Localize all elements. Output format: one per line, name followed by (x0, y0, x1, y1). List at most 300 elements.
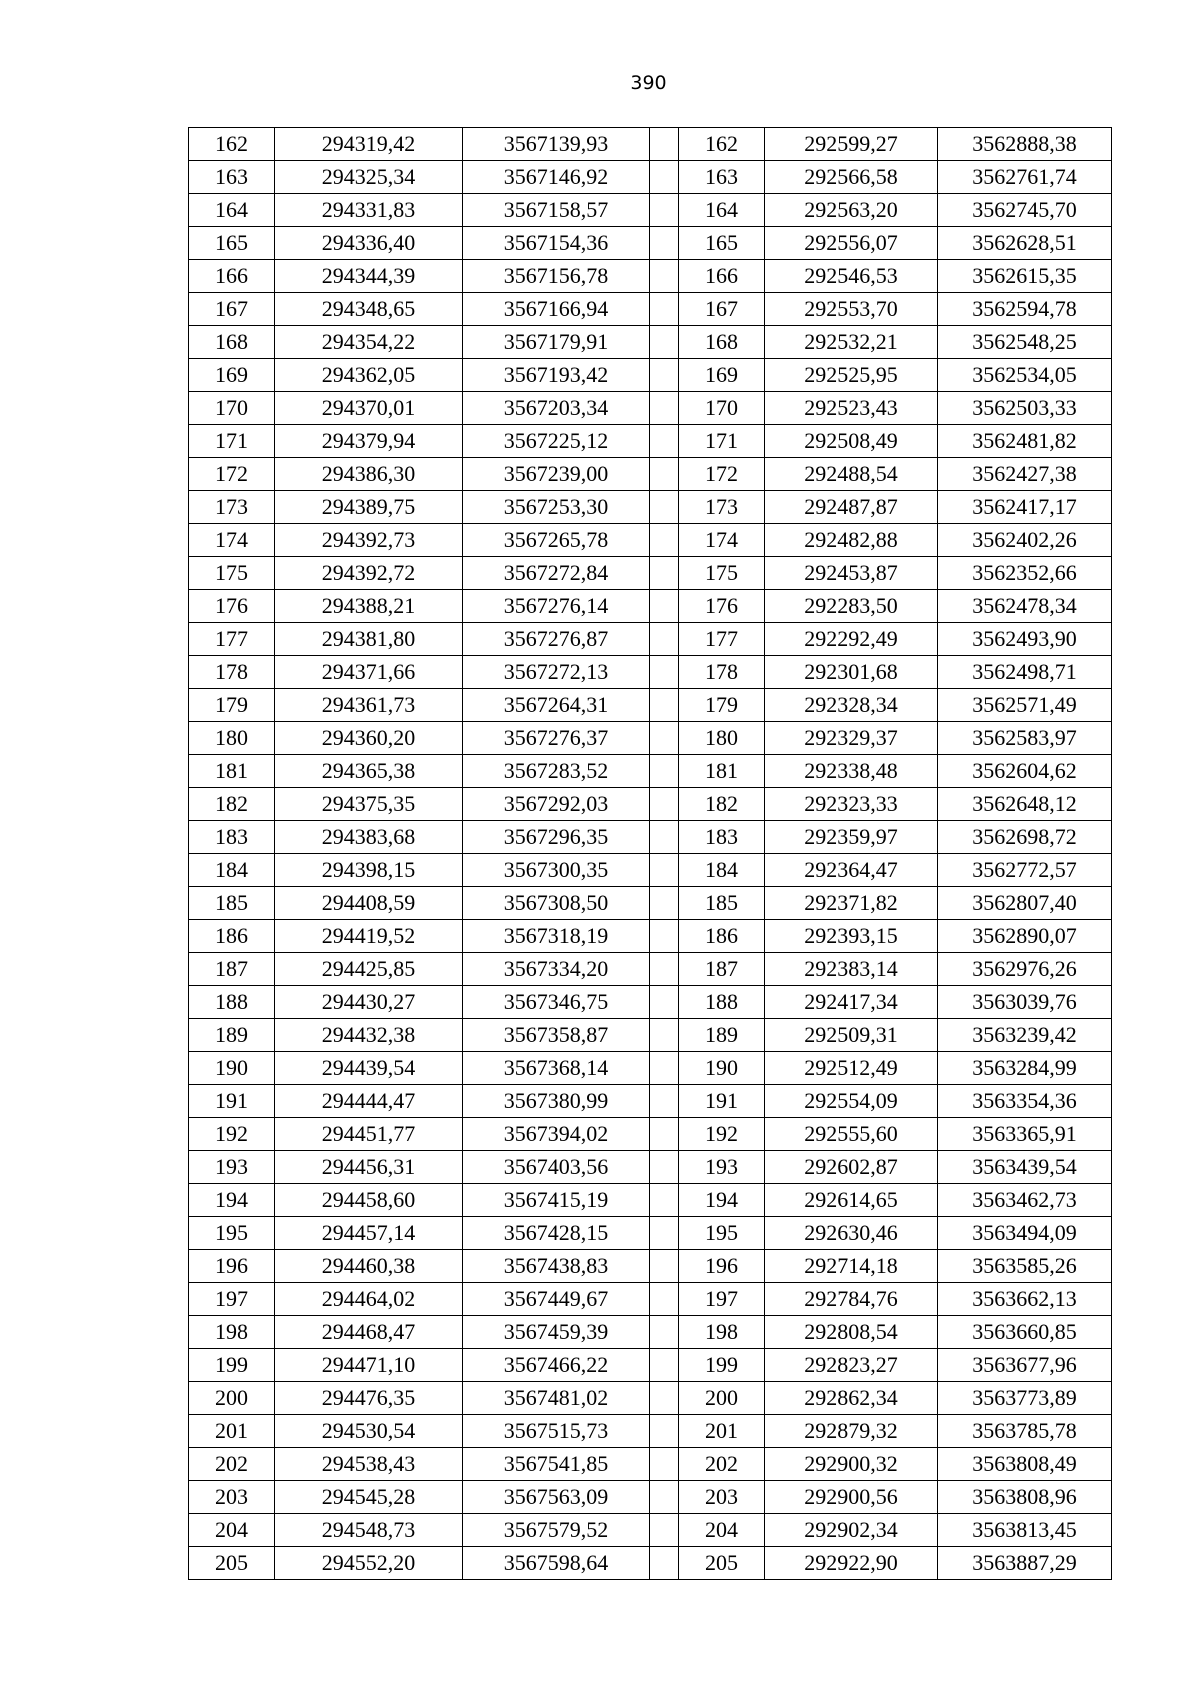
y-coordinate-left: 3567598,64 (463, 1547, 650, 1580)
point-number-left: 194 (189, 1184, 275, 1217)
point-number-right: 204 (679, 1514, 765, 1547)
separator-cell (650, 524, 679, 557)
x-coordinate-right: 292283,50 (765, 590, 938, 623)
y-coordinate-left: 3567154,36 (463, 227, 650, 260)
table-row (189, 1382, 1112, 1415)
separator-cell (650, 1547, 679, 1580)
x-coordinate-left: 294370,01 (275, 392, 463, 425)
y-coordinate-left: 3567438,83 (463, 1250, 650, 1283)
x-coordinate-left: 294425,85 (275, 953, 463, 986)
y-coordinate-right: 3562498,71 (938, 656, 1112, 689)
x-coordinate-left: 294383,68 (275, 821, 463, 854)
point-number-left: 185 (189, 887, 275, 920)
x-coordinate-left: 294348,65 (275, 293, 463, 326)
separator-cell (650, 1481, 679, 1514)
separator-cell (650, 1349, 679, 1382)
table-row (189, 788, 1112, 821)
separator-cell (650, 491, 679, 524)
y-coordinate-left: 3567139,93 (463, 128, 650, 161)
y-coordinate-right: 3563773,89 (938, 1382, 1112, 1415)
y-coordinate-left: 3567300,35 (463, 854, 650, 887)
x-coordinate-left: 294375,35 (275, 788, 463, 821)
x-coordinate-right: 292393,15 (765, 920, 938, 953)
table-row (189, 194, 1112, 227)
y-coordinate-left: 3567292,03 (463, 788, 650, 821)
x-coordinate-right: 292922,90 (765, 1547, 938, 1580)
y-coordinate-left: 3567415,19 (463, 1184, 650, 1217)
table-row (189, 1019, 1112, 1052)
table-row (189, 1085, 1112, 1118)
y-coordinate-right: 3562761,74 (938, 161, 1112, 194)
table-row (189, 1481, 1112, 1514)
y-coordinate-left: 3567541,85 (463, 1448, 650, 1481)
x-coordinate-right: 292532,21 (765, 326, 938, 359)
point-number-left: 201 (189, 1415, 275, 1448)
x-coordinate-left: 294365,38 (275, 755, 463, 788)
x-coordinate-right: 292329,37 (765, 722, 938, 755)
point-number-left: 198 (189, 1316, 275, 1349)
x-coordinate-left: 294344,39 (275, 260, 463, 293)
point-number-right: 190 (679, 1052, 765, 1085)
y-coordinate-left: 3567203,34 (463, 392, 650, 425)
table-row (189, 623, 1112, 656)
y-coordinate-right: 3563677,96 (938, 1349, 1112, 1382)
point-number-left: 167 (189, 293, 275, 326)
x-coordinate-right: 292602,87 (765, 1151, 938, 1184)
point-number-right: 174 (679, 524, 765, 557)
y-coordinate-left: 3567272,84 (463, 557, 650, 590)
y-coordinate-left: 3567334,20 (463, 953, 650, 986)
y-coordinate-left: 3567158,57 (463, 194, 650, 227)
y-coordinate-left: 3567394,02 (463, 1118, 650, 1151)
x-coordinate-left: 294379,94 (275, 425, 463, 458)
x-coordinate-right: 292599,27 (765, 128, 938, 161)
point-number-left: 189 (189, 1019, 275, 1052)
x-coordinate-left: 294319,42 (275, 128, 463, 161)
separator-cell (650, 1085, 679, 1118)
x-coordinate-left: 294361,73 (275, 689, 463, 722)
point-number-right: 201 (679, 1415, 765, 1448)
point-number-right: 169 (679, 359, 765, 392)
page-number: 390 (630, 72, 667, 94)
point-number-right: 163 (679, 161, 765, 194)
y-coordinate-left: 3567239,00 (463, 458, 650, 491)
point-number-left: 168 (189, 326, 275, 359)
separator-cell (650, 1514, 679, 1547)
point-number-left: 170 (189, 392, 275, 425)
x-coordinate-right: 292359,97 (765, 821, 938, 854)
table-row (189, 590, 1112, 623)
point-number-left: 184 (189, 854, 275, 887)
point-number-right: 205 (679, 1547, 765, 1580)
point-number-right: 196 (679, 1250, 765, 1283)
separator-cell (650, 1316, 679, 1349)
y-coordinate-left: 3567265,78 (463, 524, 650, 557)
separator-cell (650, 788, 679, 821)
y-coordinate-right: 3562503,33 (938, 392, 1112, 425)
x-coordinate-left: 294456,31 (275, 1151, 463, 1184)
x-coordinate-right: 292508,49 (765, 425, 938, 458)
point-number-left: 173 (189, 491, 275, 524)
x-coordinate-right: 292900,32 (765, 1448, 938, 1481)
y-coordinate-right: 3562548,25 (938, 326, 1112, 359)
x-coordinate-left: 294389,75 (275, 491, 463, 524)
y-coordinate-right: 3562417,17 (938, 491, 1112, 524)
y-coordinate-right: 3562534,05 (938, 359, 1112, 392)
separator-cell (650, 458, 679, 491)
y-coordinate-right: 3562745,70 (938, 194, 1112, 227)
y-coordinate-left: 3567449,67 (463, 1283, 650, 1316)
y-coordinate-right: 3563808,49 (938, 1448, 1112, 1481)
table-row (189, 986, 1112, 1019)
x-coordinate-left: 294371,66 (275, 656, 463, 689)
point-number-right: 194 (679, 1184, 765, 1217)
y-coordinate-right: 3562481,82 (938, 425, 1112, 458)
point-number-left: 178 (189, 656, 275, 689)
y-coordinate-left: 3567308,50 (463, 887, 650, 920)
y-coordinate-left: 3567380,99 (463, 1085, 650, 1118)
separator-cell (650, 128, 679, 161)
y-coordinate-right: 3563365,91 (938, 1118, 1112, 1151)
coordinates-table-body (189, 128, 1112, 1580)
x-coordinate-left: 294538,43 (275, 1448, 463, 1481)
point-number-right: 198 (679, 1316, 765, 1349)
x-coordinate-right: 292614,65 (765, 1184, 938, 1217)
point-number-right: 178 (679, 656, 765, 689)
table-row (189, 953, 1112, 986)
table-row (189, 524, 1112, 557)
x-coordinate-right: 292879,32 (765, 1415, 938, 1448)
point-number-left: 199 (189, 1349, 275, 1382)
y-coordinate-left: 3567368,14 (463, 1052, 650, 1085)
y-coordinate-right: 3563239,42 (938, 1019, 1112, 1052)
table-row (189, 821, 1112, 854)
table-row (189, 260, 1112, 293)
point-number-right: 199 (679, 1349, 765, 1382)
point-number-right: 176 (679, 590, 765, 623)
separator-cell (650, 227, 679, 260)
point-number-left: 204 (189, 1514, 275, 1547)
point-number-left: 183 (189, 821, 275, 854)
y-coordinate-right: 3563662,13 (938, 1283, 1112, 1316)
table-row (189, 161, 1112, 194)
y-coordinate-right: 3562604,62 (938, 755, 1112, 788)
y-coordinate-left: 3567283,52 (463, 755, 650, 788)
point-number-left: 205 (189, 1547, 275, 1580)
y-coordinate-right: 3563284,99 (938, 1052, 1112, 1085)
x-coordinate-left: 294458,60 (275, 1184, 463, 1217)
point-number-right: 181 (679, 755, 765, 788)
point-number-right: 186 (679, 920, 765, 953)
table-row (189, 1052, 1112, 1085)
y-coordinate-right: 3562583,97 (938, 722, 1112, 755)
y-coordinate-right: 3563808,96 (938, 1481, 1112, 1514)
point-number-left: 172 (189, 458, 275, 491)
y-coordinate-left: 3567515,73 (463, 1415, 650, 1448)
y-coordinate-left: 3567346,75 (463, 986, 650, 1019)
table-row (189, 689, 1112, 722)
y-coordinate-right: 3562807,40 (938, 887, 1112, 920)
separator-cell (650, 1250, 679, 1283)
y-coordinate-left: 3567459,39 (463, 1316, 650, 1349)
x-coordinate-right: 292566,58 (765, 161, 938, 194)
point-number-left: 196 (189, 1250, 275, 1283)
table-row (189, 458, 1112, 491)
x-coordinate-left: 294545,28 (275, 1481, 463, 1514)
point-number-left: 186 (189, 920, 275, 953)
x-coordinate-right: 292292,49 (765, 623, 938, 656)
table-row (189, 392, 1112, 425)
table-row (189, 854, 1112, 887)
point-number-left: 166 (189, 260, 275, 293)
table-row (189, 920, 1112, 953)
x-coordinate-right: 292371,82 (765, 887, 938, 920)
table-row (189, 1415, 1112, 1448)
point-number-left: 176 (189, 590, 275, 623)
table-row (189, 1349, 1112, 1382)
y-coordinate-right: 3563660,85 (938, 1316, 1112, 1349)
x-coordinate-right: 292383,14 (765, 953, 938, 986)
x-coordinate-left: 294325,34 (275, 161, 463, 194)
y-coordinate-right: 3562628,51 (938, 227, 1112, 260)
x-coordinate-left: 294432,38 (275, 1019, 463, 1052)
y-coordinate-left: 3567276,14 (463, 590, 650, 623)
x-coordinate-right: 292563,20 (765, 194, 938, 227)
point-number-right: 183 (679, 821, 765, 854)
table-row (189, 1151, 1112, 1184)
point-number-right: 165 (679, 227, 765, 260)
separator-cell (650, 392, 679, 425)
x-coordinate-left: 294331,83 (275, 194, 463, 227)
separator-cell (650, 722, 679, 755)
separator-cell (650, 293, 679, 326)
x-coordinate-left: 294336,40 (275, 227, 463, 260)
y-coordinate-right: 3563585,26 (938, 1250, 1112, 1283)
point-number-right: 166 (679, 260, 765, 293)
y-coordinate-right: 3562493,90 (938, 623, 1112, 656)
point-number-left: 187 (189, 953, 275, 986)
table-row (189, 1250, 1112, 1283)
x-coordinate-right: 292555,60 (765, 1118, 938, 1151)
x-coordinate-left: 294398,15 (275, 854, 463, 887)
y-coordinate-right: 3563462,73 (938, 1184, 1112, 1217)
separator-cell (650, 557, 679, 590)
x-coordinate-right: 292556,07 (765, 227, 938, 260)
y-coordinate-right: 3563494,09 (938, 1217, 1112, 1250)
y-coordinate-right: 3562571,49 (938, 689, 1112, 722)
y-coordinate-left: 3567225,12 (463, 425, 650, 458)
y-coordinate-right: 3563887,29 (938, 1547, 1112, 1580)
x-coordinate-left: 294468,47 (275, 1316, 463, 1349)
point-number-right: 191 (679, 1085, 765, 1118)
separator-cell (650, 1118, 679, 1151)
y-coordinate-left: 3567253,30 (463, 491, 650, 524)
point-number-right: 197 (679, 1283, 765, 1316)
y-coordinate-right: 3563439,54 (938, 1151, 1112, 1184)
x-coordinate-right: 292862,34 (765, 1382, 938, 1415)
point-number-right: 189 (679, 1019, 765, 1052)
separator-cell (650, 1019, 679, 1052)
point-number-right: 200 (679, 1382, 765, 1415)
x-coordinate-right: 292453,87 (765, 557, 938, 590)
y-coordinate-right: 3562698,72 (938, 821, 1112, 854)
x-coordinate-right: 292487,87 (765, 491, 938, 524)
separator-cell (650, 425, 679, 458)
point-number-left: 193 (189, 1151, 275, 1184)
x-coordinate-left: 294439,54 (275, 1052, 463, 1085)
separator-cell (650, 755, 679, 788)
point-number-right: 162 (679, 128, 765, 161)
point-number-right: 192 (679, 1118, 765, 1151)
table-row (189, 491, 1112, 524)
x-coordinate-left: 294476,35 (275, 1382, 463, 1415)
table-row (189, 425, 1112, 458)
x-coordinate-left: 294457,14 (275, 1217, 463, 1250)
y-coordinate-left: 3567193,42 (463, 359, 650, 392)
point-number-right: 179 (679, 689, 765, 722)
separator-cell (650, 689, 679, 722)
point-number-left: 179 (189, 689, 275, 722)
point-number-right: 171 (679, 425, 765, 458)
x-coordinate-right: 292553,70 (765, 293, 938, 326)
table-row (189, 1118, 1112, 1151)
x-coordinate-right: 292902,34 (765, 1514, 938, 1547)
point-number-left: 165 (189, 227, 275, 260)
table-row (189, 1184, 1112, 1217)
x-coordinate-right: 292784,76 (765, 1283, 938, 1316)
x-coordinate-right: 292823,27 (765, 1349, 938, 1382)
separator-cell (650, 821, 679, 854)
separator-cell (650, 953, 679, 986)
separator-cell (650, 590, 679, 623)
point-number-right: 203 (679, 1481, 765, 1514)
y-coordinate-right: 3562594,78 (938, 293, 1112, 326)
table-row (189, 1448, 1112, 1481)
point-number-right: 193 (679, 1151, 765, 1184)
y-coordinate-right: 3563785,78 (938, 1415, 1112, 1448)
point-number-right: 184 (679, 854, 765, 887)
table-row (189, 326, 1112, 359)
y-coordinate-left: 3567179,91 (463, 326, 650, 359)
separator-cell (650, 1151, 679, 1184)
y-coordinate-left: 3567146,92 (463, 161, 650, 194)
x-coordinate-left: 294430,27 (275, 986, 463, 1019)
point-number-right: 170 (679, 392, 765, 425)
y-coordinate-left: 3567403,56 (463, 1151, 650, 1184)
separator-cell (650, 656, 679, 689)
point-number-left: 174 (189, 524, 275, 557)
x-coordinate-right: 292630,46 (765, 1217, 938, 1250)
x-coordinate-right: 292488,54 (765, 458, 938, 491)
table-row (189, 1514, 1112, 1547)
x-coordinate-left: 294444,47 (275, 1085, 463, 1118)
y-coordinate-left: 3567156,78 (463, 260, 650, 293)
separator-cell (650, 260, 679, 293)
table-row (189, 128, 1112, 161)
point-number-right: 172 (679, 458, 765, 491)
separator-cell (650, 986, 679, 1019)
y-coordinate-left: 3567563,09 (463, 1481, 650, 1514)
coordinates-table (188, 127, 1112, 1580)
x-coordinate-right: 292328,34 (765, 689, 938, 722)
x-coordinate-left: 294552,20 (275, 1547, 463, 1580)
x-coordinate-left: 294354,22 (275, 326, 463, 359)
y-coordinate-left: 3567276,87 (463, 623, 650, 656)
separator-cell (650, 920, 679, 953)
point-number-right: 168 (679, 326, 765, 359)
x-coordinate-left: 294362,05 (275, 359, 463, 392)
x-coordinate-left: 294419,52 (275, 920, 463, 953)
point-number-left: 171 (189, 425, 275, 458)
y-coordinate-right: 3563813,45 (938, 1514, 1112, 1547)
point-number-left: 175 (189, 557, 275, 590)
point-number-right: 164 (679, 194, 765, 227)
point-number-left: 190 (189, 1052, 275, 1085)
table-row (189, 359, 1112, 392)
y-coordinate-right: 3562890,07 (938, 920, 1112, 953)
x-coordinate-left: 294360,20 (275, 722, 463, 755)
table-row (189, 227, 1112, 260)
x-coordinate-right: 292338,48 (765, 755, 938, 788)
x-coordinate-left: 294451,77 (275, 1118, 463, 1151)
y-coordinate-right: 3563039,76 (938, 986, 1112, 1019)
table-row (189, 1547, 1112, 1580)
y-coordinate-left: 3567358,87 (463, 1019, 650, 1052)
separator-cell (650, 194, 679, 227)
point-number-right: 177 (679, 623, 765, 656)
x-coordinate-right: 292523,43 (765, 392, 938, 425)
separator-cell (650, 1217, 679, 1250)
point-number-left: 177 (189, 623, 275, 656)
y-coordinate-right: 3562352,66 (938, 557, 1112, 590)
separator-cell (650, 359, 679, 392)
separator-cell (650, 1184, 679, 1217)
x-coordinate-left: 294381,80 (275, 623, 463, 656)
y-coordinate-right: 3562427,38 (938, 458, 1112, 491)
point-number-right: 182 (679, 788, 765, 821)
y-coordinate-right: 3562772,57 (938, 854, 1112, 887)
separator-cell (650, 161, 679, 194)
point-number-left: 188 (189, 986, 275, 1019)
point-number-left: 163 (189, 161, 275, 194)
point-number-right: 175 (679, 557, 765, 590)
y-coordinate-left: 3567318,19 (463, 920, 650, 953)
separator-cell (650, 1052, 679, 1085)
y-coordinate-left: 3567466,22 (463, 1349, 650, 1382)
point-number-right: 185 (679, 887, 765, 920)
x-coordinate-right: 292364,47 (765, 854, 938, 887)
point-number-left: 164 (189, 194, 275, 227)
point-number-right: 187 (679, 953, 765, 986)
table-row (189, 293, 1112, 326)
separator-cell (650, 887, 679, 920)
table-row (189, 557, 1112, 590)
y-coordinate-left: 3567296,35 (463, 821, 650, 854)
y-coordinate-right: 3562976,26 (938, 953, 1112, 986)
x-coordinate-right: 292482,88 (765, 524, 938, 557)
x-coordinate-left: 294460,38 (275, 1250, 463, 1283)
x-coordinate-left: 294408,59 (275, 887, 463, 920)
y-coordinate-left: 3567166,94 (463, 293, 650, 326)
x-coordinate-right: 292808,54 (765, 1316, 938, 1349)
separator-cell (650, 326, 679, 359)
x-coordinate-right: 292323,33 (765, 788, 938, 821)
point-number-right: 188 (679, 986, 765, 1019)
x-coordinate-left: 294392,72 (275, 557, 463, 590)
table-row (189, 1316, 1112, 1349)
separator-cell (650, 623, 679, 656)
x-coordinate-left: 294548,73 (275, 1514, 463, 1547)
